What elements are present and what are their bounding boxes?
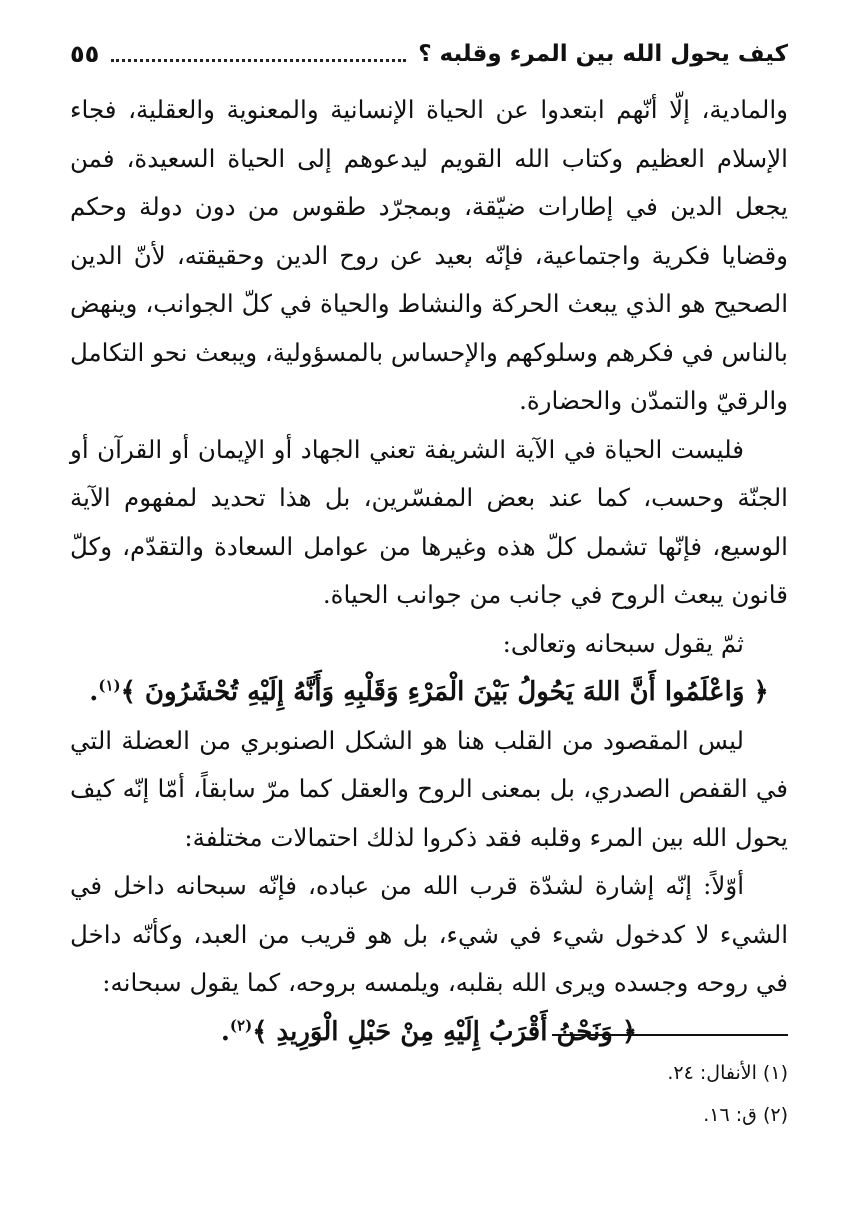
paragraph: أوّلاً: إنّه إشارة لشدّة قرب الله من عباده، فإنّه سبحانه داخل في الشيء لا كدخول شيء في شيء، بل هو قريب من العبد، وكأنّه داخل في روحه وجسده ويرى الله بقلبه، ويلمسه بروحه، كما يقول سبحانه: [70,871,788,997]
paragraph: فليست الحياة في الآية الشريفة تعني الجهاد أو الإيمان أو القرآن أو الجنّة وحسب، كما عند بعض المفسّرين، بل هذا تحديد لمفهوم الآية الوسيع، فإنّها تشمل كلّ هذه وغيرها من عوامل السعادة والتقدّم، وكلّ قانون يبعث الروح في جانب من جوانب الحياة. [70,434,788,609]
footnote: (٢) ق: ١٦. [703,1104,788,1126]
chapter-title: كيف يحول الله بين المرء وقلبه ؟ [418,41,788,67]
header-dot-leader [111,59,406,62]
paragraph: والمادية، إلّا أنّهم ابتعدوا عن الحياة الإنسانية والمعنوية والعقلية، فجاء الإسلام العظيم وكتاب الله القويم ليدعوهم إلى الحياة السعيدة، فمن يجعل الدين في إطارات ضيّقة، وبمجرّد طقوس من دون دولة وحكم وقضايا فكرية واجتماعية، فإنّه بعيد عن روح الدين وحقيقته، لأنّ الدين الصحيح هو الذي يبعث الحركة والنشاط والحياة في كلّ الجوانب، وينهض بالناس في فكرهم وسلوكهم والإحساس بالمسؤولية، ويبعث نحو التكامل والرقيّ والتمدّن والحضارة. [69,95,788,415]
quran-verse: ﴿ وَنَحْنُ أَقْرَبُ إِلَيْهِ مِنْ حَبْلِ الْوَرِيدِ ﴾$^{(٢)}$. [220,1015,638,1047]
footnote: (١) الأنفال: ٢٤. [667,1062,788,1084]
footnotes [70,1052,788,1136]
footnote-separator [552,1034,788,1036]
quran-verse: ﴿ وَاعْلَمُوا أَنَّ اللهَ يَحُولُ بَيْنَ الْمَرْءِ وَقَلْبِهِ وَأَنَّهُ إِلَيْهِ تُحْشَرُونَ ﴾$^{(١)}$. [89,676,769,707]
body-text [70,86,788,1056]
verse-text: ﴿ وَنَحْنُ أَقْرَبُ إِلَيْهِ مِنْ حَبْلِ الْوَرِيدِ ﴾ [252,1016,638,1047]
footnote-ref: (١) [98,676,121,695]
page-number: ٥٥ [70,40,100,68]
running-header [70,34,788,74]
verse-text: ﴿ وَاعْلَمُوا أَنَّ اللهَ يَحُولُ بَيْنَ الْمَرْءِ وَقَلْبِهِ وَأَنَّهُ إِلَيْهِ تُحْشَرُونَ ﴾ [120,677,769,707]
paragraph: ثمّ يقول سبحانه وتعالى: [502,628,744,658]
footnote-ref: (٢) [229,1015,253,1034]
paragraph: ليس المقصود من القلب هنا هو الشكل الصنوبري من العضلة التي في القفص الصدري، بل بمعنى الروح والعقل كما مرّ سابقاً، أمّا إنّه كيف يحول الله بين المرء وقلبه فقد ذكروا لذلك احتمالات مختلفة: [70,725,788,852]
